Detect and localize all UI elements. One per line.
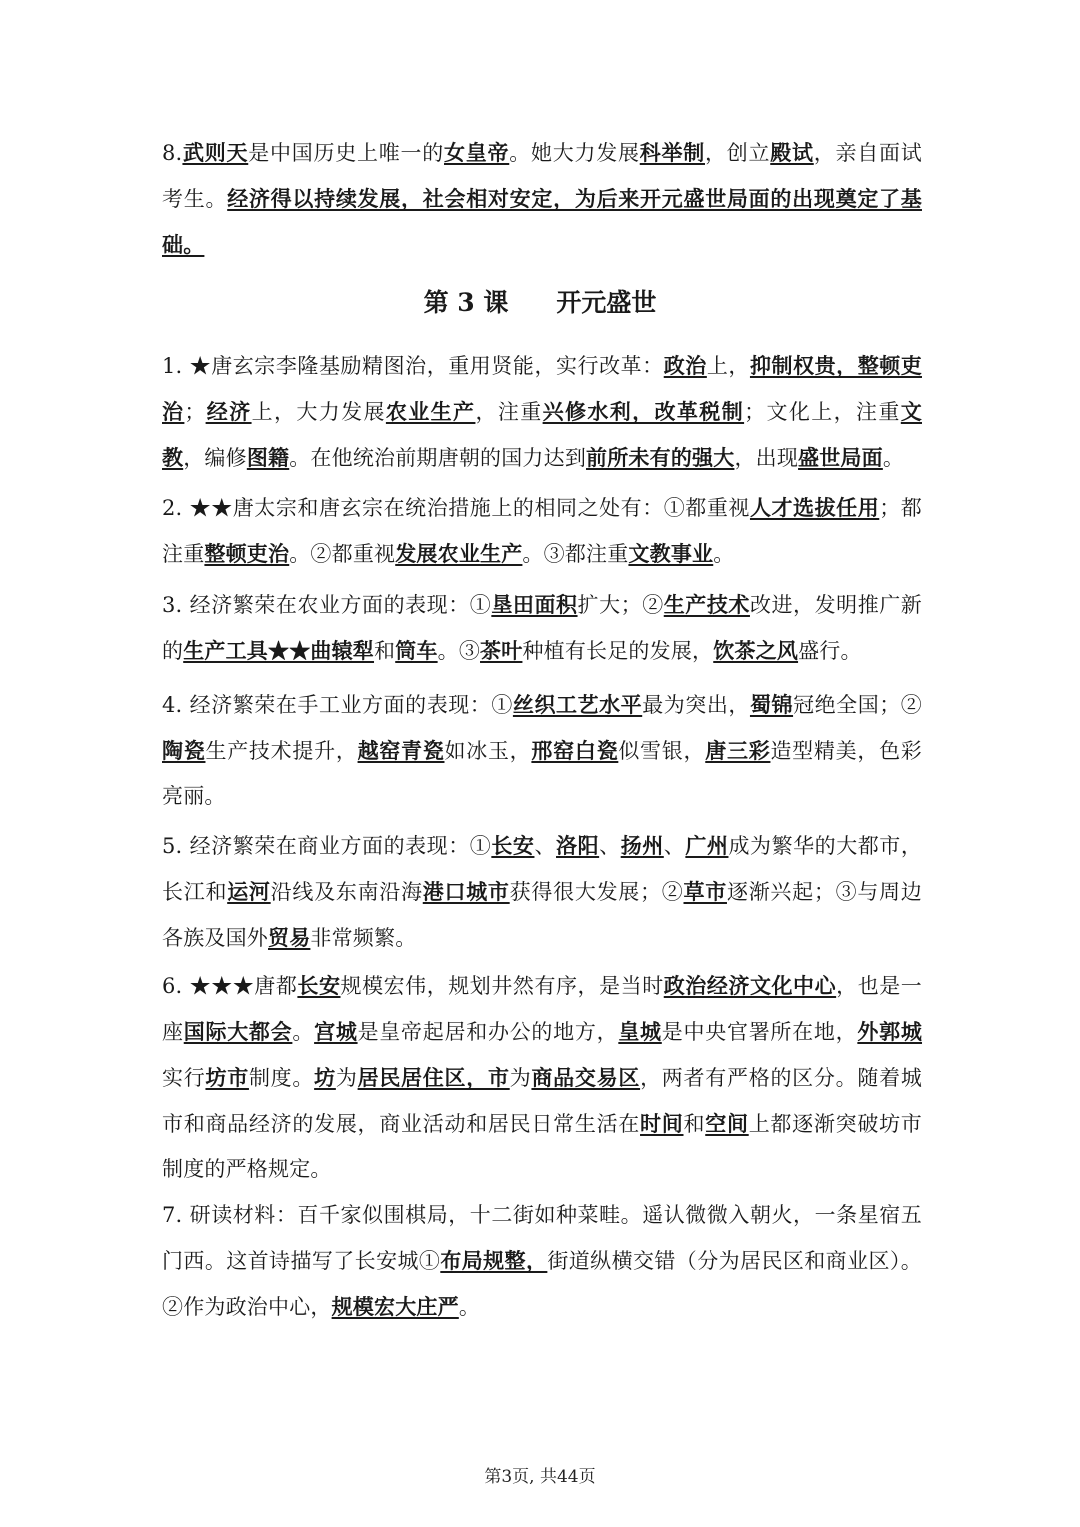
- text-span: 7. 研读材料：百千家似围棋局，十二街如种菜畦。遥认微微入朝火，一条星宿五门西。这首诗描写了长安城①: [162, 1203, 922, 1273]
- key-term: 长安: [491, 833, 535, 858]
- text-span: 盛行。: [798, 639, 862, 663]
- text-span: 和: [683, 1112, 706, 1136]
- key-term: 筒车: [395, 638, 438, 663]
- text-span: 和: [374, 639, 396, 663]
- text-span: 制度。: [248, 1066, 315, 1090]
- key-term: 前所未有的强大: [586, 445, 735, 470]
- text-span: ，也是一座: [162, 974, 922, 1044]
- key-term: 殿试: [770, 140, 814, 165]
- key-term: 武则天: [182, 140, 249, 165]
- text-span: ；都注重: [162, 496, 922, 566]
- text-span: 2. ★★唐太宗和唐玄宗在统治措施上的相同之处有：①都重视: [162, 496, 750, 520]
- text-span: 生产技术提升，: [205, 739, 358, 763]
- key-term: 皇城: [618, 1019, 662, 1044]
- text-span: 。: [713, 542, 735, 566]
- key-term: 科举制: [639, 140, 705, 165]
- key-term: 扬州: [620, 833, 664, 858]
- text-span: ，注重: [475, 400, 543, 424]
- key-term: 长安: [297, 973, 341, 998]
- text-span: 。她大力发展: [509, 141, 640, 165]
- text-span: 规模宏伟，规划井然有序，是当时: [340, 974, 664, 998]
- text-span: 、: [599, 834, 621, 858]
- key-term: 邢窑白瓷: [531, 738, 619, 763]
- text-span: 8.: [162, 141, 183, 165]
- text-span: 是中国历史上唯一的: [248, 141, 444, 165]
- key-term: 唐三彩: [705, 738, 771, 763]
- text-span: 最为突出，: [642, 693, 750, 717]
- text-span: 获得很大发展；②: [509, 880, 684, 904]
- key-term: 陶瓷: [162, 738, 206, 763]
- text-span: 3. 经济繁荣在农业方面的表现：①: [162, 593, 492, 617]
- text-span: 扩大；②: [577, 593, 664, 617]
- text-span: 造型精美，色彩亮丽。: [162, 739, 922, 808]
- key-term: 图籍: [246, 445, 290, 470]
- key-term: 国际大都会: [183, 1019, 293, 1044]
- key-term: 文教: [162, 399, 922, 470]
- paragraph-5: [162, 823, 922, 961]
- key-term: 生产技术: [663, 592, 750, 617]
- key-term: 商品交易区: [531, 1065, 641, 1090]
- text-span: 。: [882, 446, 905, 470]
- text-span: 为: [335, 1066, 358, 1090]
- key-term: 兴修水利，改革税制: [542, 399, 745, 424]
- text-span: 是中央官署所在地，: [661, 1020, 858, 1044]
- key-term: 时间: [640, 1111, 684, 1136]
- text-span: ，出现: [734, 446, 799, 470]
- key-term: 贸易: [268, 925, 311, 950]
- key-term: 空间: [705, 1111, 749, 1136]
- key-term: 发展农业生产: [395, 541, 523, 566]
- key-term: 宫城: [314, 1019, 358, 1044]
- paragraph-2: [162, 485, 922, 577]
- key-term: 规模宏大庄严: [331, 1294, 459, 1319]
- key-term: 茶叶: [480, 638, 523, 663]
- paragraph-7: [162, 1193, 922, 1330]
- text-span: 。③: [437, 639, 481, 663]
- text-span: 街道纵横交错（分为居民区和商业区）。②作为政治中心，: [162, 1249, 922, 1319]
- lesson-number: 第 3 课: [423, 288, 509, 317]
- key-term: 蜀锦: [749, 692, 794, 717]
- key-term: 草市: [683, 879, 727, 904]
- key-term: 布局规整，: [440, 1248, 548, 1273]
- key-term: 抑制权贵，整顿吏治: [162, 353, 922, 424]
- key-term: 经济: [205, 399, 252, 424]
- key-term: 经济得以持续发展，社会相对安定，为后来开元盛世局面的出现奠定了基础。: [162, 186, 922, 257]
- text-span: 非常频繁。: [310, 926, 417, 950]
- paragraph-6: [162, 963, 922, 1192]
- text-span: 改进，发明推广新的: [162, 593, 922, 663]
- paragraph-1: [162, 343, 922, 481]
- key-term: 丝织工艺水平: [512, 692, 643, 717]
- key-term: 港口城市: [422, 879, 510, 904]
- text-span: ，编修: [183, 446, 247, 470]
- text-span: 、: [663, 834, 686, 858]
- key-term: 生产工具★★曲辕犁: [183, 638, 375, 663]
- text-span: 。: [292, 1020, 315, 1044]
- lesson-title: [0, 283, 1080, 323]
- text-span: 上，大力发展: [251, 400, 386, 424]
- key-term: 洛阳: [556, 833, 600, 858]
- key-term: 坊市: [205, 1065, 249, 1090]
- text-span: 实行: [162, 1066, 206, 1090]
- text-span: 。: [458, 1295, 481, 1319]
- lesson-name: 开元盛世: [556, 288, 657, 317]
- text-span: 1. ★唐玄宗李隆基励精图治，重用贤能，实行改革：: [162, 354, 664, 378]
- text-span: 4. 经济繁荣在手工业方面的表现：①: [162, 693, 513, 717]
- key-term: 整顿吏治: [204, 541, 290, 566]
- text-span: 为: [509, 1066, 532, 1090]
- text-span: 。在他统治前期唐朝的国力达到: [289, 446, 587, 470]
- key-term: 坊: [314, 1065, 336, 1090]
- text-span: 。②都重视: [289, 542, 396, 566]
- key-term: 盛世局面: [798, 445, 883, 470]
- text-span: 沿线及东南沿海: [270, 880, 423, 904]
- key-term: 文教事业: [628, 541, 714, 566]
- text-span: 如冰玉，: [444, 739, 532, 763]
- key-term: 垦田面积: [491, 592, 578, 617]
- text-span: 。③都注重: [522, 542, 629, 566]
- text-span: 成为繁华的大都市，长江和: [162, 834, 923, 904]
- text-span: ；文化上，注重: [744, 400, 901, 424]
- text-span: 上，: [706, 354, 750, 378]
- key-term: 农业生产: [385, 399, 476, 424]
- text-span: ，亲自面试考生。: [162, 141, 922, 211]
- paragraph-4: [162, 682, 922, 819]
- text-span: ，创立: [705, 141, 771, 165]
- key-term: 广州: [685, 833, 729, 858]
- key-term: 运河: [227, 879, 271, 904]
- text-span: ；: [184, 400, 206, 424]
- text-span: 似雪银，: [618, 739, 706, 763]
- text-span: 是皇帝起居和办公的地方，: [357, 1020, 619, 1044]
- text-span: 冠绝全国；②: [793, 693, 923, 717]
- paragraph-3: [162, 582, 922, 674]
- text-span: 5. 经济繁荣在商业方面的表现：①: [162, 834, 492, 858]
- key-term: 政治: [663, 353, 707, 378]
- text-span: ，两者有严格的区分。随着城市和商品经济的发展，商业活动和居民日常生活在: [162, 1066, 923, 1136]
- key-term: 政治经济文化中心: [663, 973, 837, 998]
- page-number: 第3页, 共44页: [484, 1467, 596, 1487]
- key-term: 人才选拔任用: [749, 495, 880, 520]
- key-term: 饮茶之风: [713, 638, 799, 663]
- paragraph-8: [162, 130, 922, 268]
- key-term: 越窑青瓷: [357, 738, 445, 763]
- text-span: 逐渐兴起；③与周边各族及国外: [162, 880, 922, 950]
- key-term: 外郭城: [857, 1019, 923, 1044]
- key-term: 女皇帝: [444, 140, 510, 165]
- key-term: 居民居住区，市: [357, 1065, 510, 1090]
- text-span: 6. ★★★唐都: [162, 974, 298, 998]
- text-span: 种植有长足的发展，: [522, 639, 714, 663]
- text-span: 、: [534, 834, 557, 858]
- text-span: 上都逐渐突破坊市制度的严格规定。: [162, 1112, 923, 1181]
